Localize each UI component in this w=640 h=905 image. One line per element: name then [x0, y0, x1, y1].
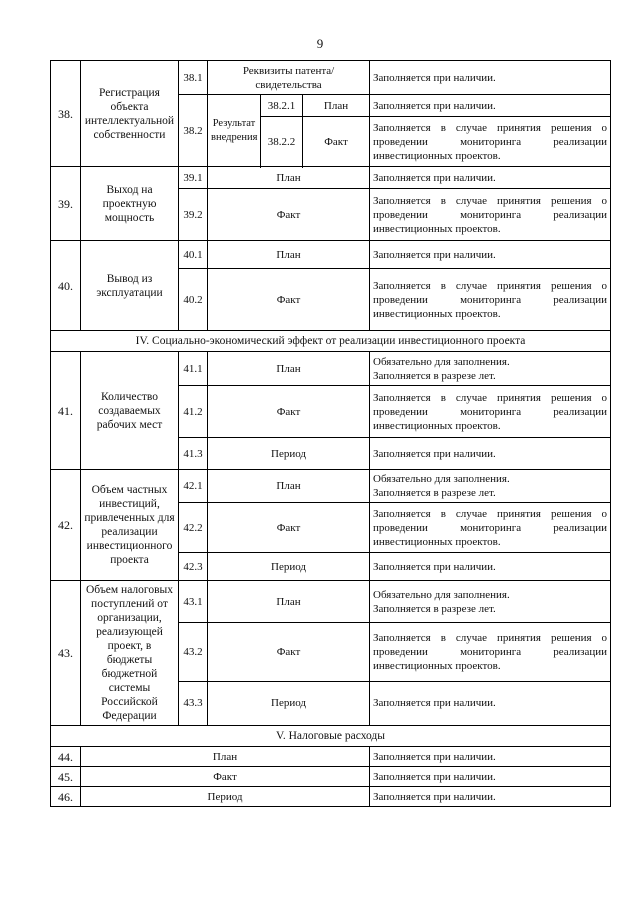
sub-number: 43.3: [179, 681, 208, 725]
sub-label: Факт: [208, 189, 370, 241]
row-number: 40.: [51, 241, 81, 331]
indicator-name: Объем налоговых поступлений от организации, реализующей проект, в бюджеты бюджетной системы Российской Федерации: [81, 581, 179, 726]
sub-label: План: [303, 95, 370, 117]
sub-number: 42.2: [179, 503, 208, 553]
fill-note: Заполняется в случае принятия решения о проведении мониторинга реализации инвестиционных проектов.: [370, 189, 611, 241]
fill-note: Заполняется в случае принятия решения о проведении мониторинга реализации инвестиционных проектов.: [370, 117, 611, 167]
sub-label: Период: [208, 438, 370, 470]
fill-note: Заполняется в случае принятия решения о проведении мониторинга реализации инвестиционных проектов.: [370, 623, 611, 681]
section-heading: V. Налоговые расходы: [51, 726, 611, 747]
indicator-name: План: [81, 747, 370, 767]
row-number: 42.: [51, 470, 81, 581]
fill-note: Заполняется при наличии.: [370, 747, 611, 767]
sub-label: План: [208, 352, 370, 386]
sub-label: План: [208, 470, 370, 503]
sub-label: Факт: [208, 386, 370, 438]
sub-label: Факт: [303, 117, 370, 167]
sub-number: 38.1: [179, 61, 208, 95]
sub-label: План: [208, 167, 370, 189]
sub-number: 39.1: [179, 167, 208, 189]
indicator-name: Вывод из эксплуатации: [81, 241, 179, 331]
sub-label: План: [208, 581, 370, 623]
fill-note: Обязательно для заполнения. Заполняется в разрезе лет.: [370, 352, 611, 386]
sub-number: 43.1: [179, 581, 208, 623]
fill-note: Заполняется при наличии.: [370, 553, 611, 581]
sub-number: 40.1: [179, 241, 208, 269]
sub-number: 41.2: [179, 386, 208, 438]
fill-note: Заполняется при наличии.: [370, 61, 611, 95]
indicator-name: Объем частных инвестиций, привлеченных для реализации инвестиционного проекта: [81, 470, 179, 581]
row-number: 41.: [51, 352, 81, 470]
sub-label: План: [208, 241, 370, 269]
indicator-name: Регистрация объекта интеллектуальной собственности: [81, 61, 179, 167]
fill-note: Обязательно для заполнения. Заполняется в разрезе лет.: [370, 470, 611, 503]
indicator-name: Факт: [81, 767, 370, 787]
fill-note: Заполняется при наличии.: [370, 167, 611, 189]
sub-label: Период: [208, 553, 370, 581]
indicator-name: Выход на проектную мощность: [81, 167, 179, 241]
fill-note: Заполняется при наличии.: [370, 681, 611, 725]
sub-label: Факт: [208, 269, 370, 331]
sub-number: 38.2: [179, 95, 208, 167]
row-number: 45.: [51, 767, 81, 787]
fill-note: Заполняется в случае принятия решения о проведении мониторинга реализации инвестиционных проектов.: [370, 503, 611, 553]
row-number: 44.: [51, 747, 81, 767]
fill-note: Заполняется при наличии.: [370, 438, 611, 470]
row-number: 43.: [51, 581, 81, 726]
sub-number: 41.1: [179, 352, 208, 386]
fill-note: Заполняется в случае принятия решения о проведении мониторинга реализации инвестиционных проектов.: [370, 269, 611, 331]
sub-label: Факт: [208, 503, 370, 553]
fill-note: Заполняется при наличии.: [370, 767, 611, 787]
sub-sub-number: 38.2.1: [261, 95, 303, 117]
sub-number: 40.2: [179, 269, 208, 331]
fill-note: Обязательно для заполнения. Заполняется в разрезе лет.: [370, 581, 611, 623]
sub-label: Факт: [208, 623, 370, 681]
row-number: 46.: [51, 787, 81, 807]
sub-sub-number: 38.2.2: [261, 117, 303, 167]
indicator-name: Количество создаваемых рабочих мест: [81, 352, 179, 470]
fill-note: Заполняется в случае принятия решения о проведении мониторинга реализации инвестиционных проектов.: [370, 386, 611, 438]
sub-label: Реквизиты патента/ свидетельства: [208, 61, 370, 95]
sub-number: 43.2: [179, 623, 208, 681]
row-number: 39.: [51, 167, 81, 241]
fill-note: Заполняется при наличии.: [370, 241, 611, 269]
sub-label: Результат внедрения: [208, 95, 261, 167]
section-heading: IV. Социально-экономический эффект от реализации инвестиционного проекта: [51, 331, 611, 352]
fill-note: Заполняется при наличии.: [370, 95, 611, 117]
sub-number: 42.3: [179, 553, 208, 581]
indicator-name: Период: [81, 787, 370, 807]
sub-number: 39.2: [179, 189, 208, 241]
fill-note: Заполняется при наличии.: [370, 787, 611, 807]
indicator-table: [50, 60, 611, 807]
sub-number: 42.1: [179, 470, 208, 503]
page-number: 9: [316, 36, 324, 51]
row-number: 38.: [51, 61, 81, 167]
sub-label: Период: [208, 681, 370, 725]
sub-number: 41.3: [179, 438, 208, 470]
